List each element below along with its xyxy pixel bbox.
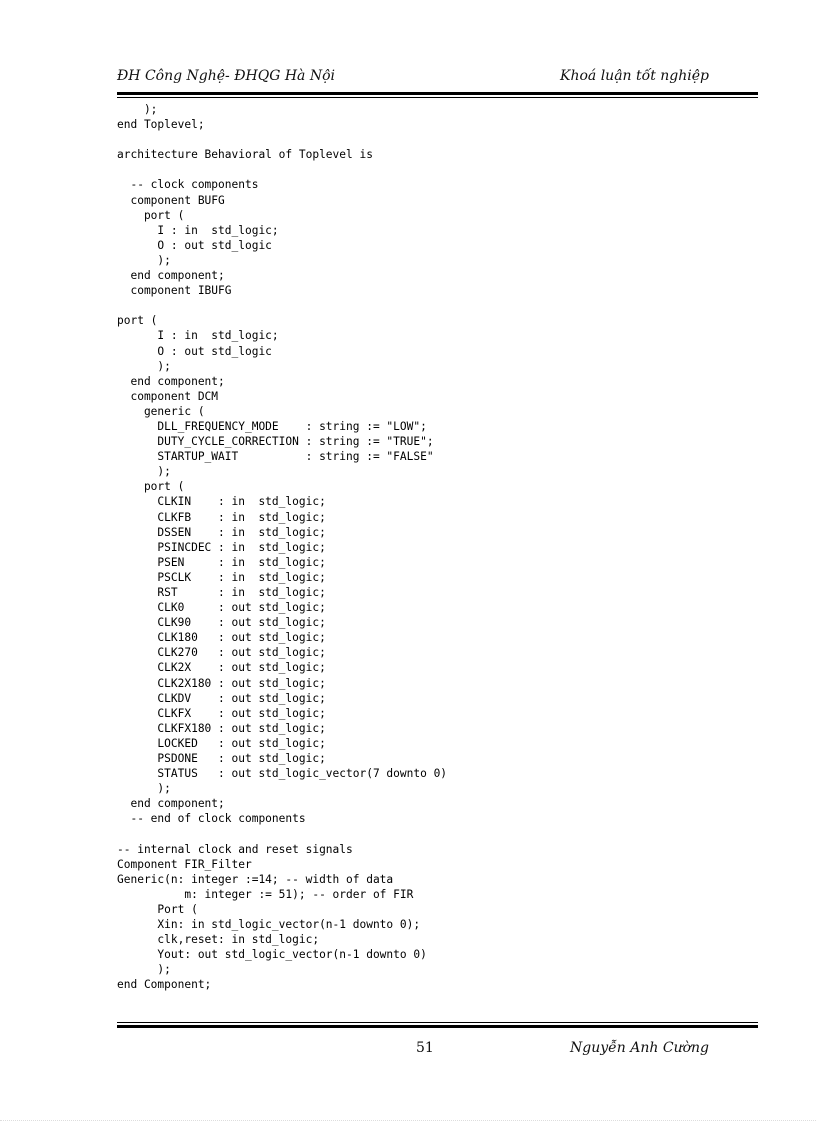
vhdl-code-block [117,102,447,993]
code-line: port ( [117,480,185,494]
code-line: O : out std_logic [117,238,272,252]
code-line: generic ( [117,404,205,418]
code-line: O : out std_logic [117,344,272,358]
code-line: -- internal clock and reset signals [117,842,353,856]
code-line: end Toplevel; [117,118,205,132]
code-line: port ( [117,314,158,328]
code-line: I : in std_logic; [117,329,279,343]
code-line: m: integer := 51); -- order of FIR [117,887,414,901]
code-line: CLK90 : out std_logic; [117,616,326,630]
header-rule-thick [117,92,758,95]
code-line: RST : in std_logic; [117,586,326,599]
header-institution: ĐH Công Nghệ- ĐHQG Hà Nội [117,68,336,84]
code-line: Xin: in std_logic_vector(n-1 downto 0); [117,918,421,932]
code-line: CLKFX : out std_logic; [117,706,326,720]
code-line: DUTY_CYCLE_CORRECTION : string := "TRUE"; [117,435,434,449]
code-line: CLKDV : out std_logic; [117,691,326,705]
code-line: ); [117,782,171,796]
page-edge-divider [0,1120,816,1121]
code-line: Yout: out std_logic_vector(n-1 downto 0) [117,948,427,962]
footer-rule-thin [117,1022,758,1023]
code-line: CLK180 : out std_logic; [117,631,326,645]
code-line: PSDONE : out std_logic; [117,752,326,766]
code-line: DSSEN : in std_logic; [117,525,326,539]
code-line: PSINCDEC : in std_logic; [117,540,326,554]
code-line: CLK0 : out std_logic; [117,601,326,615]
code-line: architecture Behavioral of Toplevel is [117,148,373,162]
code-line: CLK270 : out std_logic; [117,646,326,660]
code-line: CLKIN : in std_logic; [117,495,326,509]
header-thesis-label: Khoá luận tốt nghiệp [560,68,709,84]
code-line: ); [117,253,171,267]
code-line: Generic(n: integer :=14; -- width of data [117,872,394,886]
code-line: -- end of clock components [117,812,306,826]
code-line: STARTUP_WAIT : string := "FALSE" [117,450,434,464]
code-line: ); [117,359,171,373]
code-line: end Component; [117,978,212,992]
code-line: ); [117,103,158,116]
code-line: STATUS : out std_logic_vector(7 downto 0) [117,767,448,781]
code-line: CLKFX180 : out std_logic; [117,721,326,735]
code-line: Component FIR_Filter [117,857,252,871]
footer-rule-thick [117,1025,758,1028]
code-line: end component; [117,269,225,283]
code-line: end component; [117,374,225,388]
code-line: ); [117,465,171,479]
code-line: port ( [117,208,185,222]
code-line: LOCKED : out std_logic; [117,736,326,750]
code-line: component BUFG [117,193,225,207]
code-line: -- clock components [117,178,259,192]
code-line: CLK2X180 : out std_logic; [117,676,326,690]
code-line: DLL_FREQUENCY_MODE : string := "LOW"; [117,419,427,433]
code-line: component DCM [117,389,219,403]
code-line: CLKFB : in std_logic; [117,510,326,524]
code-line: clk,reset: in std_logic; [117,933,320,947]
code-line: CLK2X : out std_logic; [117,661,326,675]
code-line: ); [117,963,171,977]
page-number: 51 [416,1040,434,1056]
code-line: I : in std_logic; [117,223,279,237]
header-rule-thin [117,97,758,98]
code-line: Port ( [117,902,198,916]
code-line: PSEN : in std_logic; [117,555,326,569]
code-line: component IBUFG [117,284,232,298]
footer-author: Nguyễn Anh Cường [570,1040,709,1056]
code-line: PSCLK : in std_logic; [117,570,326,584]
code-line: end component; [117,797,225,811]
